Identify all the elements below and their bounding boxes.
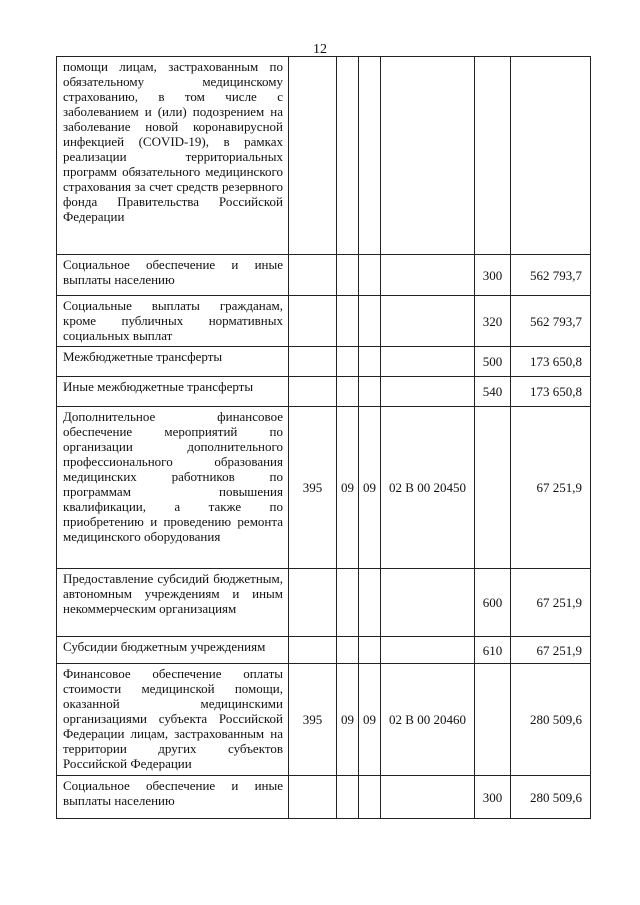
expense-type-code: 320	[475, 296, 511, 347]
row-description: Финансовое обеспечение оплаты стоимости медицинской помощи, оказанной медицинскими организациями субъекта Российской Федерации лицам, застрахованным на территории других субъектов Российской Федерации	[57, 664, 289, 776]
row-description: Межбюджетные трансферты	[57, 347, 289, 377]
subsection-code	[359, 347, 381, 377]
expense-type-code	[475, 664, 511, 776]
row-description: Дополнительное финансовое обеспечение мероприятий по организации дополнительного профессионального образования медицинских работников по программам повышения квалификации, а также по приобретению и проведению ремонта медицинского оборудования	[57, 407, 289, 569]
target-article-code	[381, 377, 475, 407]
ministry-code	[289, 776, 337, 819]
row-description: Социальное обеспечение и иные выплаты населению	[57, 255, 289, 296]
amount: 67 251,9	[511, 407, 591, 569]
target-article-code	[381, 255, 475, 296]
expense-type-code	[475, 407, 511, 569]
amount: 173 650,8	[511, 377, 591, 407]
target-article-code	[381, 296, 475, 347]
section-code	[337, 57, 359, 255]
expense-type-code: 600	[475, 569, 511, 637]
row-description: Социальные выплаты гражданам, кроме публичных нормативных социальных выплат	[57, 296, 289, 347]
table-row	[57, 776, 591, 819]
subsection-code: 09	[359, 407, 381, 569]
expense-type-code: 540	[475, 377, 511, 407]
table-row	[57, 296, 591, 347]
subsection-code	[359, 255, 381, 296]
ministry-code	[289, 637, 337, 664]
amount: 562 793,7	[511, 255, 591, 296]
section-code: 09	[337, 407, 359, 569]
row-description: Иные межбюджетные трансферты	[57, 377, 289, 407]
section-code	[337, 637, 359, 664]
expense-type-code: 500	[475, 347, 511, 377]
expense-type-code	[475, 57, 511, 255]
table-row	[57, 637, 591, 664]
ministry-code: 395	[289, 407, 337, 569]
expense-type-code: 300	[475, 255, 511, 296]
section-code	[337, 255, 359, 296]
subsection-code	[359, 637, 381, 664]
amount: 562 793,7	[511, 296, 591, 347]
section-code	[337, 569, 359, 637]
row-description: Субсидии бюджетным учреждениям	[57, 637, 289, 664]
target-article-code: 02 В 00 20450	[381, 407, 475, 569]
subsection-code	[359, 377, 381, 407]
amount: 280 509,6	[511, 664, 591, 776]
table-row	[57, 664, 591, 776]
amount: 67 251,9	[511, 637, 591, 664]
row-description: помощи лицам, застрахованным по обязательному медицинскому страхованию, в том числе с заболеванием и (или) подозрением на заболевание новой коронавирусной инфекцией (COVID-19), в рамках реализации территориальных программ обязательного медицинского страхования за счет средств резервного фонда Правительства Российской Федерации	[57, 57, 289, 255]
page-number: 12	[313, 42, 327, 57]
table-row	[57, 57, 591, 255]
subsection-code	[359, 569, 381, 637]
row-description: Предоставление субсидий бюджетным, автономным учреждениям и иным некоммерческим организациям	[57, 569, 289, 637]
ministry-code	[289, 569, 337, 637]
amount: 173 650,8	[511, 347, 591, 377]
section-code: 09	[337, 664, 359, 776]
table-row	[57, 569, 591, 637]
amount: 280 509,6	[511, 776, 591, 819]
row-description: Социальное обеспечение и иные выплаты населению	[57, 776, 289, 819]
table-row	[57, 347, 591, 377]
ministry-code: 395	[289, 664, 337, 776]
subsection-code: 09	[359, 664, 381, 776]
section-code	[337, 776, 359, 819]
budget-table	[56, 56, 591, 819]
expense-type-code: 300	[475, 776, 511, 819]
target-article-code	[381, 776, 475, 819]
table-row	[57, 407, 591, 569]
subsection-code	[359, 776, 381, 819]
target-article-code	[381, 637, 475, 664]
table-row	[57, 377, 591, 407]
section-code	[337, 347, 359, 377]
expense-type-code: 610	[475, 637, 511, 664]
table-row	[57, 255, 591, 296]
ministry-code	[289, 377, 337, 407]
ministry-code	[289, 57, 337, 255]
ministry-code	[289, 255, 337, 296]
ministry-code	[289, 296, 337, 347]
amount: 67 251,9	[511, 569, 591, 637]
amount	[511, 57, 591, 255]
section-code	[337, 296, 359, 347]
target-article-code	[381, 569, 475, 637]
target-article-code	[381, 57, 475, 255]
target-article-code	[381, 347, 475, 377]
subsection-code	[359, 57, 381, 255]
target-article-code: 02 В 00 20460	[381, 664, 475, 776]
subsection-code	[359, 296, 381, 347]
ministry-code	[289, 347, 337, 377]
section-code	[337, 377, 359, 407]
